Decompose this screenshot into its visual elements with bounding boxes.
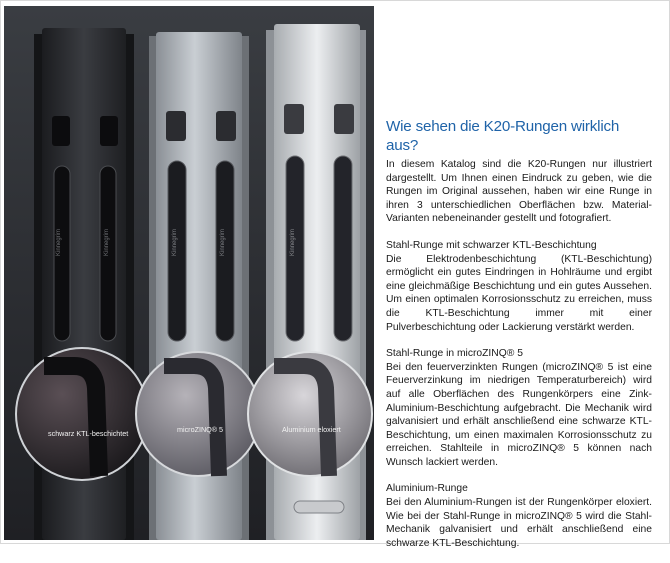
section-body-microzinq: Bei den feuerverzinkten Rungen (microZINQ® 5 ist eine Feuerverzinkung im niedrigen Temperaturbereich) wird auf alle Oberflächen des Rungenkörpers eine Zink-Aluminium-Beschichtung aufgebracht. Die Mechanik wird galvanisiert und erhält anschließend eine schwarze KTL-Beschichtung, um einen maximalen Korrosionsschutz zu erreichen. Stahlteile in microZINQ® 5 können nach Wunsch lackiert werden. — [386, 361, 652, 468]
engraving-zinc: Kinnegrim — [172, 228, 178, 256]
engraving-zinc-2: Kinnegrim — [220, 228, 226, 256]
section-body-ktl: Die Elektrodenbeschichtung (KTL-Beschichtung) ermöglicht ein gutes Eindringen in Hohlräume und ergibt eine gleichmäßige Beschichtung und ein gutes Aussehen. Um einen optimalen Korrosionsschutz zu erreichen, muss die KTL-Beschichtung immer mit einer Pulverbeschichtung oder Lackierung verstärkt werden. — [386, 253, 652, 333]
section-body-aluminium: Bei den Aluminium-Rungen ist der Rungenkörper eloxiert. Wie bei der Stahl-Runge in microZINQ® 5 wird die Stahl-Mechanik galvanisiert und erhält anschließend eine schwarze KTL-Beschichtung. — [386, 497, 652, 549]
detail-circle-black — [16, 348, 148, 480]
section-title-aluminium: Aluminium-Runge — [386, 483, 468, 495]
product-photo — [4, 6, 374, 540]
stanchion-illustration — [4, 6, 374, 540]
section-title-ktl: Stahl-Runge mit schwarzer KTL-Beschichtung — [386, 239, 597, 251]
page-title: Wie sehen die K20-Rungen wirklich aus? — [386, 118, 620, 154]
text-column — [386, 117, 652, 563]
label-aluminium: Aluminium eloxiert — [282, 425, 341, 434]
detail-circle-aluminium — [248, 352, 372, 476]
intro-paragraph: In diesem Katalog sind die K20-Rungen nur illustriert dargestellt. Um Ihnen einen Eindruck zu geben, wie die Rungen im Original aussehen, haben wir eine Runge in ihren 3 unterschiedlichen Oberflächen bzw. Material-Varianten nebeneinander gestellt und fotografiert. — [386, 159, 652, 225]
label-black: schwarz KTL-beschichtet — [48, 429, 129, 438]
engraving-black-2: Kinnegrim — [104, 228, 110, 256]
section-title-microzinq: Stahl-Runge in microZINQ® 5 — [386, 348, 523, 360]
label-zinc: microZINQ® 5 — [177, 425, 224, 434]
engraving-black: Kinnegrim — [56, 228, 62, 256]
detail-circle-zinc — [136, 352, 260, 476]
engraving-alu: Kinnegrim — [290, 228, 296, 256]
